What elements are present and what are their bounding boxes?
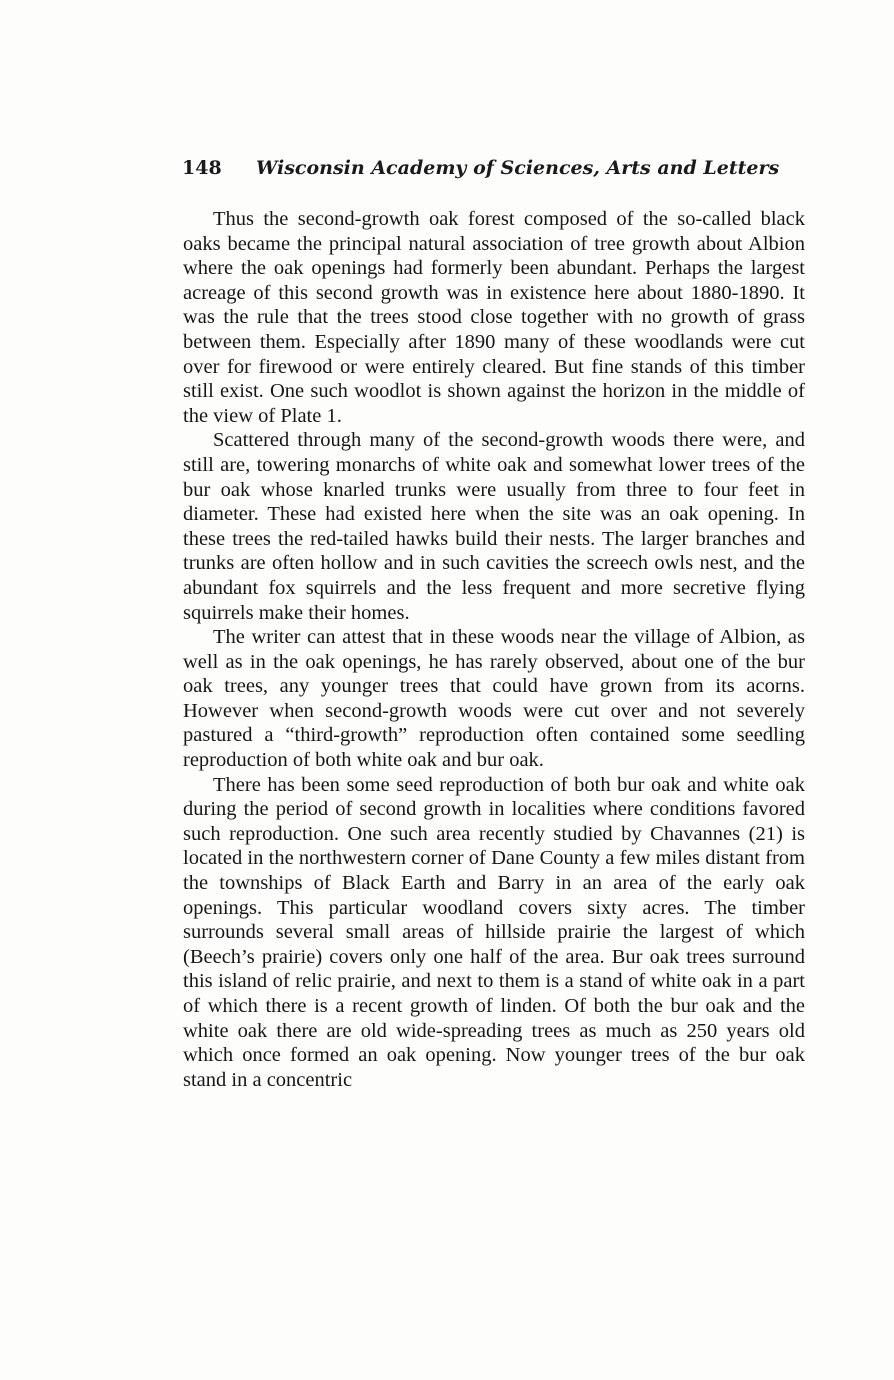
paragraph: The writer can attest that in these woods near the village of Albion, as well as in the oak openings, he has rarely observed, about one of the bur oak trees, any younger trees that could have grown from its acorns. However when second-growth woods were cut over and not severely pastured a “third-growth” reproduction often contained some seedling reproduction of both white oak and bur oak. [183,626,805,772]
page-header [182,157,780,185]
paragraph: Scattered through many of the second-growth woods there were, and still are, towering monarchs of white oak and somewhat lower trees of the bur oak whose knarled trunks were usually from three to four feet in diameter. These had existed here when the site was an oak opening. In these trees the red-tailed hawks build their nests. The larger branches and trunks are often hollow and in such cavities the screech owls nest, and the abundant fox squirrels and the less frequent and more secretive flying squirrels make their homes. [183,429,805,624]
page-number: 148 [182,157,222,179]
running-title: Wisconsin Academy of Sciences, Arts and Letters [256,157,780,179]
paragraph: There has been some seed reproduction of both bur oak and white oak during the period of second growth in localities where conditions favored such reproduction. One such area recently studied by Chavannes (21) is located in the northwestern corner of Dane County a few miles distant from the townships of Black Earth and Barry in an area of the early oak openings. This particular woodland covers sixty acres. The timber surrounds several small areas of hillside prairie the largest of which (Beech’s prairie) covers only one half of the area. Bur oak trees surround this island of relic prairie, and next to them is a stand of white oak in a part of which there is a recent growth of linden. Of both the bur oak and the white oak there are old wide-spreading trees as much as 250 years old which once formed an oak opening. Now younger trees of the bur oak stand in a concentric [183,773,805,1091]
body-text [183,207,805,1092]
paragraph: Thus the second-growth oak forest composed of the so-called black oaks became the principal natural association of tree growth about Albion where the oak openings had formerly been abundant. Perhaps the largest acreage of this second growth was in existence here about 1880-1890. It was the rule that the trees stood close together with no growth of grass between them. Especially after 1890 many of these woodlands were cut over for firewood or were entirely cleared. But fine stands of this timber still exist. One such woodlot is shown against the horizon in the middle of the view of Plate 1. [183,208,805,427]
